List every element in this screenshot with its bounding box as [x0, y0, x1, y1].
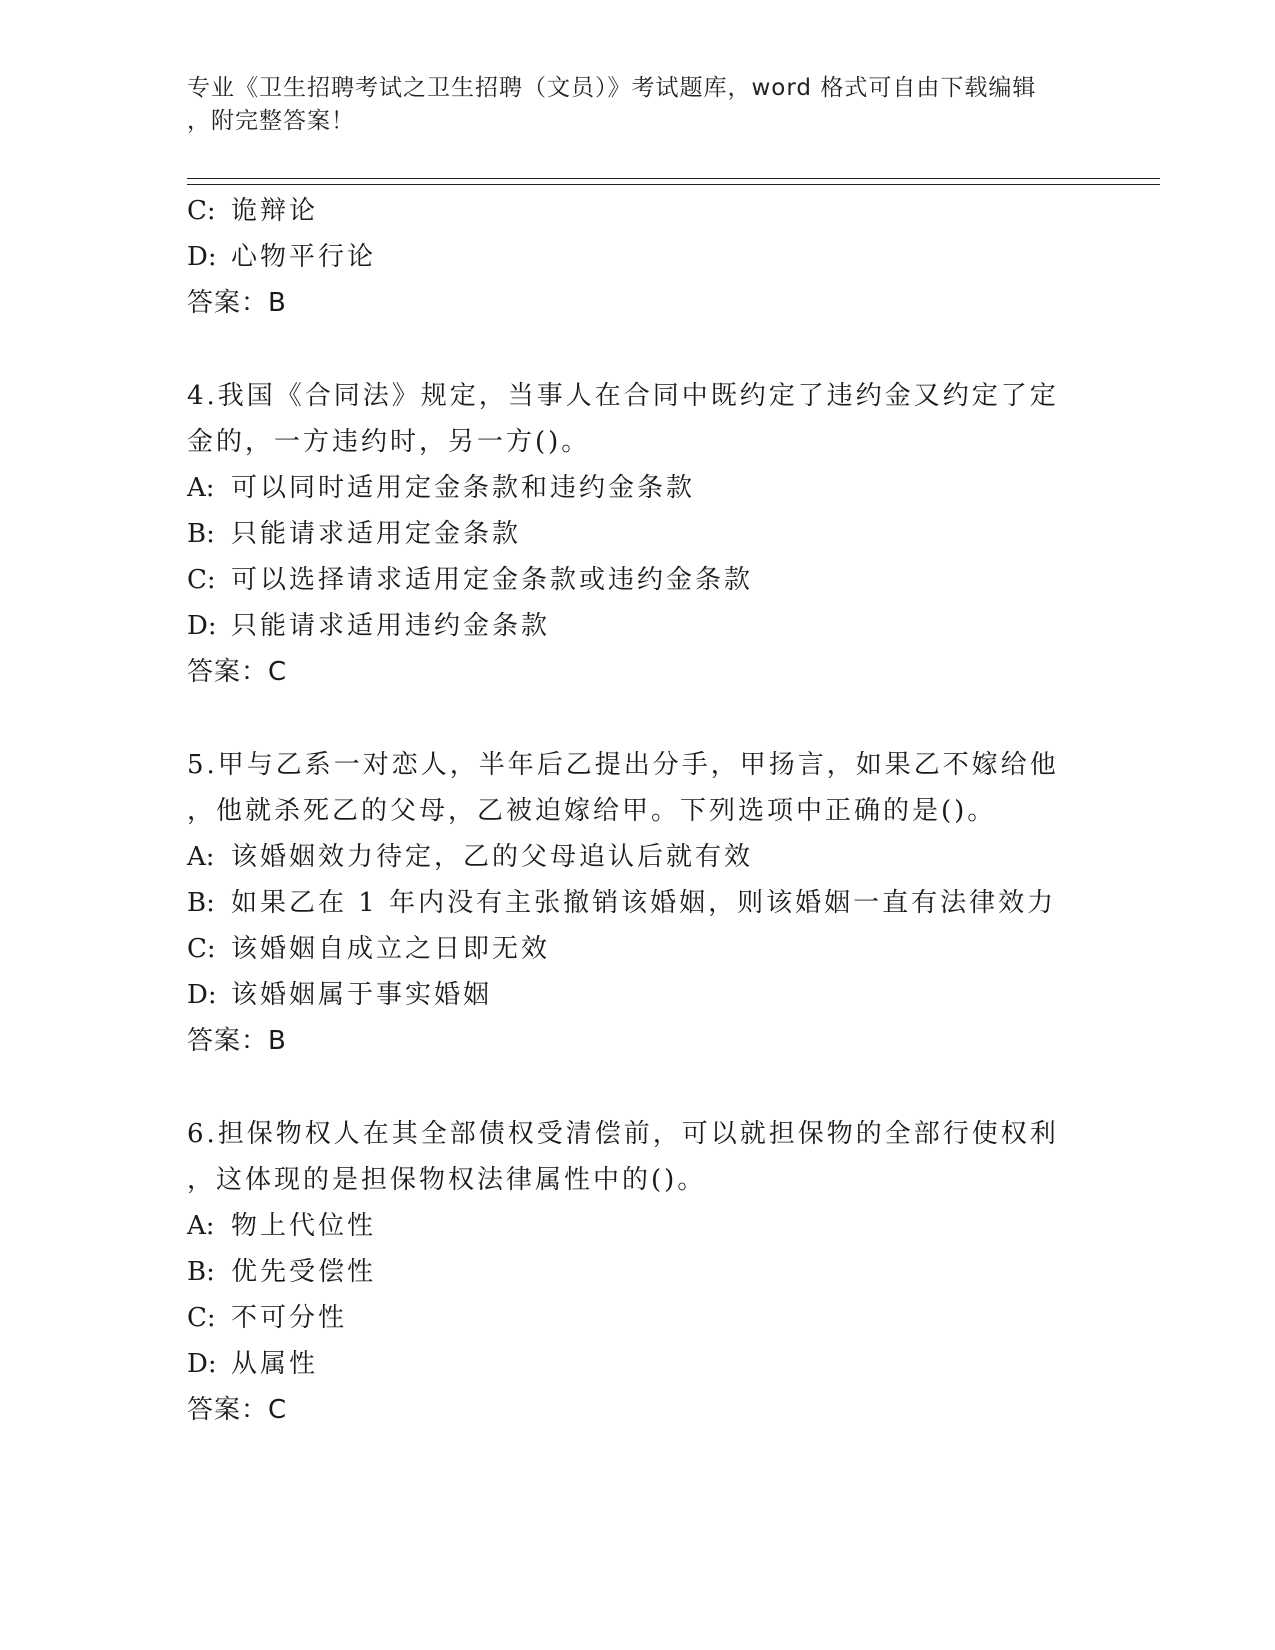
option-letter: D: — [187, 242, 217, 272]
option-text: 诡辩论 — [231, 196, 319, 226]
answer: 答案：C — [187, 657, 288, 687]
option-d — [187, 972, 1087, 1018]
option-letter: D: — [187, 980, 217, 1010]
option-text: 该婚姻属于事实婚姻 — [231, 980, 493, 1010]
option-b — [187, 880, 1087, 926]
option-text: 如果乙在 1 年内没有主张撤销该婚姻，则该婚姻一直有法律效力 — [231, 888, 1057, 918]
option-letter: C: — [187, 565, 216, 595]
option-a — [187, 1203, 1087, 1249]
answer: 答案：C — [187, 1395, 288, 1425]
option-letter: C: — [187, 934, 216, 964]
header-divider-top — [187, 178, 1160, 179]
question-stem-line-1: 4.我国《合同法》规定，当事人在合同中既约定了违约金又约定了定 — [187, 381, 1059, 411]
option-text: 优先受偿性 — [231, 1257, 377, 1287]
option-letter: B: — [187, 1257, 215, 1287]
option-text: 物上代位性 — [231, 1211, 377, 1241]
option-b — [187, 1249, 1087, 1295]
question-stem-line-2: ，他就杀死乙的父母，乙被迫嫁给甲。下列选项中正确的是()。 — [187, 796, 997, 826]
option-letter: A: — [187, 842, 215, 872]
question-4 — [187, 373, 1087, 695]
option-d — [187, 603, 1087, 649]
option-c — [187, 188, 1087, 234]
option-b — [187, 511, 1087, 557]
option-letter: D: — [187, 1349, 217, 1379]
option-text: 该婚姻自成立之日即无效 — [231, 934, 551, 964]
answer: 答案：B — [187, 1026, 287, 1056]
header-line-1: 专业《卫生招聘考试之卫生招聘（文员）》考试题库，word 格式可自由下载编辑 — [187, 75, 1037, 101]
option-d — [187, 234, 1087, 280]
option-text: 从属性 — [231, 1349, 319, 1379]
option-text: 只能请求适用违约金条款 — [231, 611, 551, 641]
question-5 — [187, 742, 1087, 1064]
option-text: 该婚姻效力待定，乙的父母追认后就有效 — [231, 842, 754, 872]
option-letter: D: — [187, 611, 217, 641]
question-stem-line-1: 5.甲与乙系一对恋人，半年后乙提出分手，甲扬言，如果乙不嫁给他 — [187, 750, 1059, 780]
question-stem-line-1: 6.担保物权人在其全部债权受清偿前，可以就担保物的全部行使权利 — [187, 1119, 1059, 1149]
option-text: 不可分性 — [231, 1303, 348, 1333]
option-text: 可以选择请求适用定金条款或违约金条款 — [231, 565, 754, 595]
question-stem-line-2: ，这体现的是担保物权法律属性中的()。 — [187, 1165, 707, 1195]
option-letter: A: — [187, 473, 215, 503]
option-text: 心物平行论 — [231, 242, 377, 272]
option-letter: B: — [187, 519, 215, 549]
option-a — [187, 834, 1087, 880]
option-d — [187, 1341, 1087, 1387]
question-stem-line-2: 金的，一方违约时，另一方()。 — [187, 427, 591, 457]
option-a — [187, 465, 1087, 511]
option-c — [187, 926, 1087, 972]
option-letter: C: — [187, 1303, 216, 1333]
document-header — [187, 72, 1087, 138]
header-divider-bottom — [187, 184, 1160, 185]
option-c — [187, 1295, 1087, 1341]
option-c — [187, 557, 1087, 603]
option-letter: B: — [187, 888, 215, 918]
option-letter: A: — [187, 1211, 215, 1241]
question-list — [187, 188, 1087, 1433]
option-letter: C: — [187, 196, 216, 226]
question-6 — [187, 1111, 1087, 1433]
header-line-2: ，附完整答案！ — [187, 108, 355, 134]
option-text: 只能请求适用定金条款 — [231, 519, 522, 549]
option-text: 可以同时适用定金条款和违约金条款 — [231, 473, 696, 503]
question-3 — [187, 188, 1087, 326]
answer: 答案：B — [187, 288, 287, 318]
